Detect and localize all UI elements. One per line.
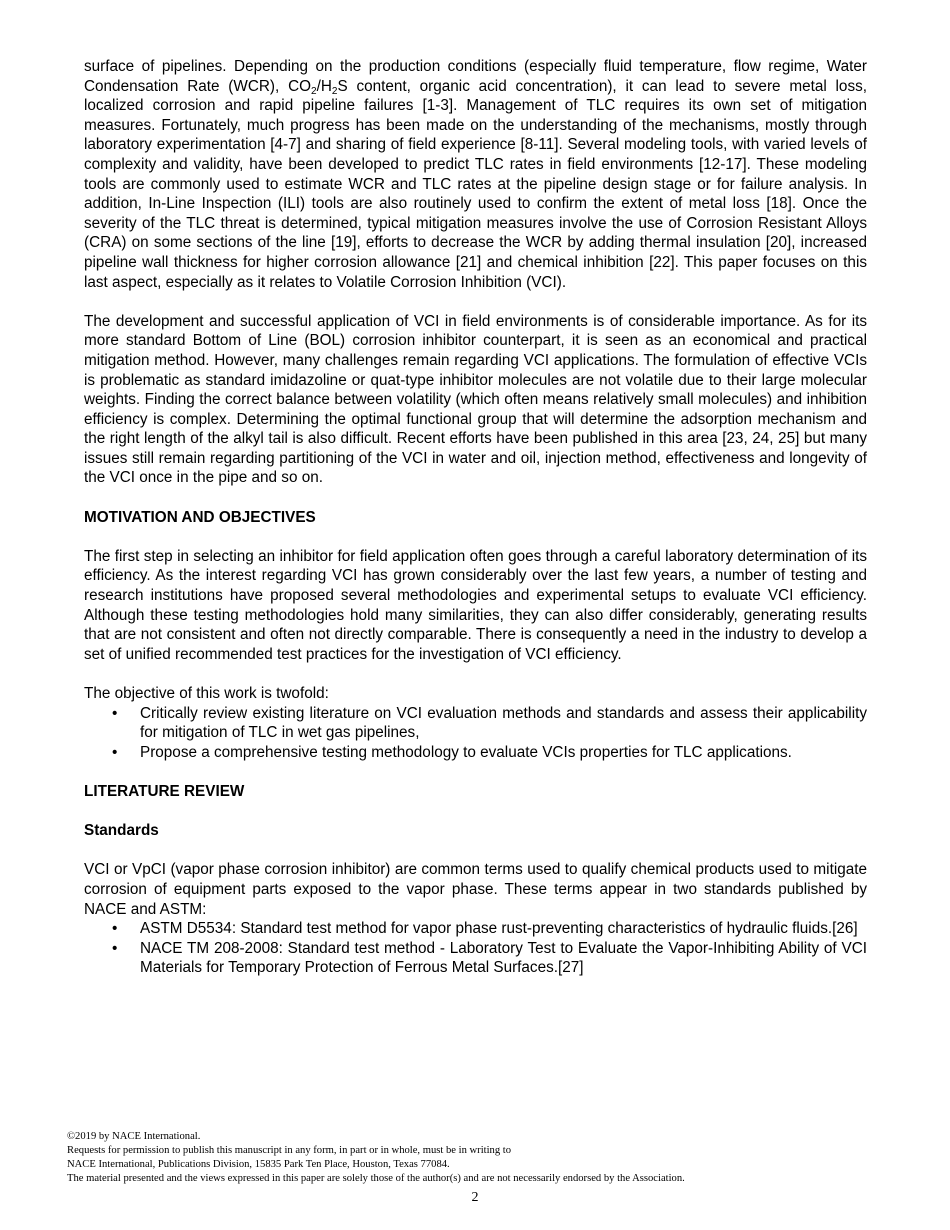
objectives-list: [84, 704, 867, 763]
footer-line: NACE International, Publications Division, 15835 Park Ten Place, Houston, Texas 77084.: [67, 1159, 450, 1170]
paragraph-first-step: The first step in selecting an inhibitor for field application often goes through a careful laboratory determination of its efficiency. As the interest regarding VCI has grown considerably over the last few years, a number of testing and research institutions have proposed several methodologies and experimental setups to evaluate VCI efficiency. Although these testing methodologies hold many similarities, they can also differ considerably, generating results that are not consistent and often not directly comparable. There is consequently a need in the industry to develop a set of unified recommended test practices for the investigation of VCI efficiency.: [84, 547, 867, 663]
paragraph-tlc-intro: surface of pipelines. Depending on the production conditions (especially fluid temperature, flow regime, Water Condensation Rate (WCR), $CO_2/H_2S$ content, organic acid concentration), it can lead to severe metal loss, localized corrosion and rapid pipeline failures [1-3]. Management of TLC requires its own set of mitigation measures. Fortunately, much progress has been made on the understanding of the mechanisms, mostly through laboratory experimentation [4-7] and sharing of field experience [8-11]. Several modeling tools, with varied levels of complexity and validity, have been developed to predict TLC rates in field environments [12-17]. These modeling tools are commonly used to estimate WCR and TLC rates at the pipeline design stage or for failure analysis. In addition, In-Line Inspection (ILI) tools are also routinely used to confirm the extent of metal loss [18]. Once the severity of the TLC threat is determined, typical mitigation measures involve the use of Corrosion Resistant Alloys (CRA) on some sections of the line [19], efforts to decrease the WCR by adding thermal insulation [20], increased pipeline wall thickness for higher corrosion allowance [21] and chemical inhibition [22]. This paper focuses on this last aspect, especially as it relates to Volatile Corrosion Inhibition (VCI).: [84, 58, 867, 291]
paragraph-vci-development: The development and successful application of VCI in field environments is of considerable importance. As for its more standard Bottom of Line (BOL) corrosion inhibitor counterpart, it is seen as an economical and practical mitigation method. However, many challenges remain regarding VCI applications. The formulation of effective VCIs is problematic as standard imidazoline or quat-type inhibitor molecules are not volatile due to their large molecular weights. Finding the correct balance between volatility (which often means relatively small molecules) and inhibition efficiency is complex. Determining the optimal functional group that will determine the adsorption mechanism and the right length of the alkyl tail is also difficult. Recent efforts have been published in this area [23, 24, 25] but many issues still remain regarding partitioning of the VCI in water and oil, injection method, effectiveness and longevity of the VCI once in the pipe and so on.: [84, 312, 867, 487]
heading-literature-review: LITERATURE REVIEW: [84, 782, 245, 800]
standards-list: [84, 919, 867, 978]
bullet-icon: •: [112, 939, 118, 957]
list-item: • ASTM D5534: Standard test method for vapor phase rust-preventing characteristics of hydraulic fluids.[26]: [112, 920, 858, 938]
list-item: • Critically review existing literature on VCI evaluation methods and standards and assess their applicability for mitigation of TLC in wet gas pipelines,: [112, 704, 867, 742]
page-number: 2: [471, 1190, 479, 1205]
list-item: • NACE TM 208-2008: Standard test method - Laboratory Test to Evaluate the Vapor-Inhibiting Ability of VCI Materials for Temporary Protection of Ferrous Metal Surfaces.[27]: [112, 939, 867, 977]
paragraph-standards: VCI or VpCI (vapor phase corrosion inhibitor) are common terms used to qualify chemical products used to mitigate corrosion of equipment parts exposed to the vapor phase. These terms appear in two standards published by NACE and ASTM:: [84, 861, 867, 918]
footer-line: ©2019 by NACE International.: [67, 1131, 201, 1142]
page-body: [84, 57, 867, 978]
footer-line: The material presented and the views expressed in this paper are solely those of the author(s) and are not necessarily endorsed by the Association.: [67, 1173, 685, 1184]
bullet-icon: •: [112, 704, 118, 722]
heading-motivation: MOTIVATION AND OBJECTIVES: [84, 508, 316, 526]
bullet-icon: •: [112, 743, 118, 761]
footer-line: Requests for permission to publish this manuscript in any form, in part or in whole, must be in writing to: [67, 1145, 512, 1156]
bullet-icon: •: [112, 920, 118, 938]
copyright-footer: [67, 1130, 887, 1186]
heading-standards: Standards: [84, 822, 159, 840]
list-item: • Propose a comprehensive testing methodology to evaluate VCIs properties for TLC applications.: [112, 743, 792, 761]
objective-intro: The objective of this work is twofold:: [84, 685, 329, 702]
